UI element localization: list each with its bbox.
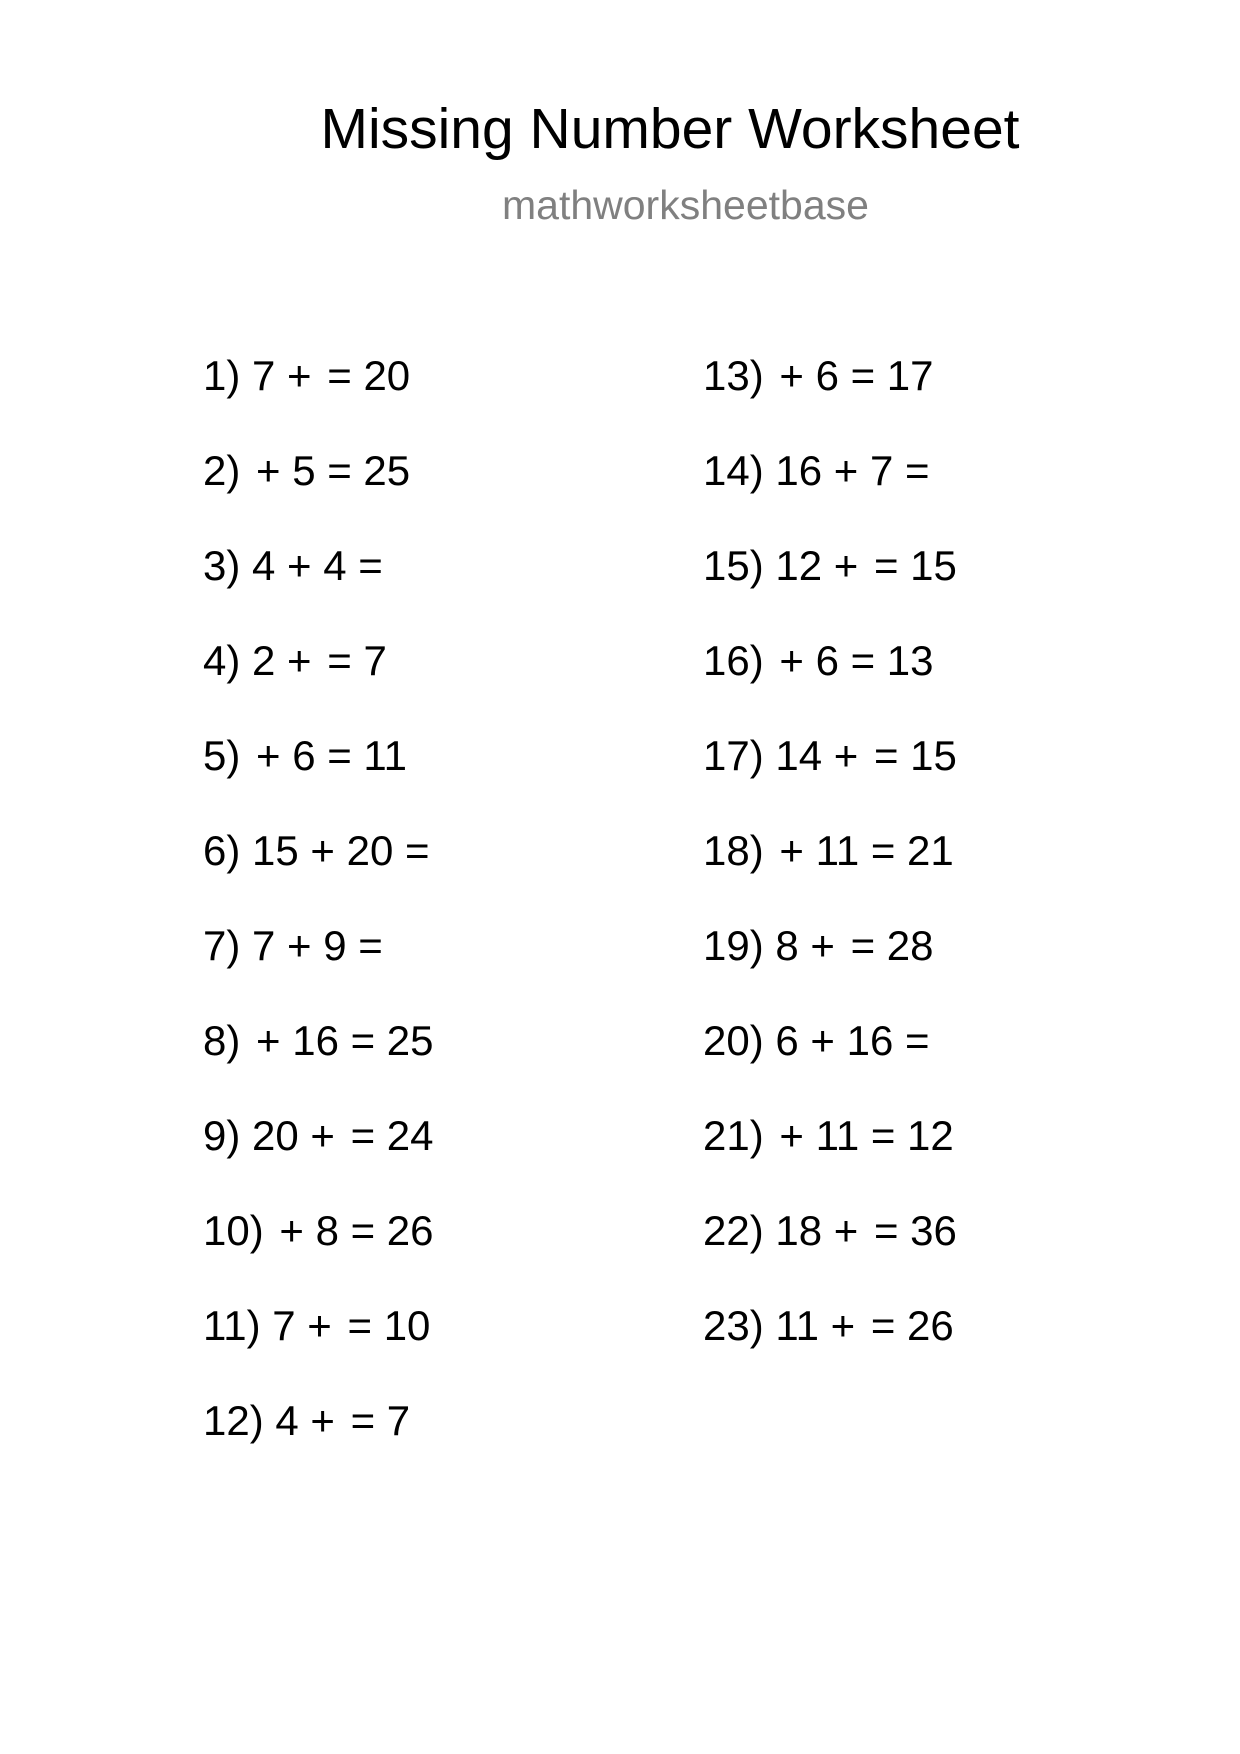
equation-text: = 15 [873, 542, 957, 589]
problem-19 [703, 922, 934, 970]
equation-text: + 6 = 17 [779, 352, 934, 399]
problem-22 [703, 1207, 957, 1255]
equation-text: = 7 [350, 1397, 411, 1444]
equation-text: 18 + [775, 1207, 859, 1254]
equation-text: 2 + [252, 637, 312, 684]
problem-number: 1) [203, 352, 253, 399]
problem-number: 17) [703, 732, 776, 779]
equation-text: 7 + [272, 1302, 332, 1349]
problem-8 [203, 1017, 434, 1065]
equation-text: = 20 [327, 352, 411, 399]
problem-14 [703, 447, 934, 495]
equation-text: = 7 [327, 637, 387, 684]
problem-15 [703, 542, 957, 590]
worksheet-title: Missing Number Worksheet [320, 97, 1020, 161]
equation-text: 8 + [775, 922, 835, 969]
problem-number: 4) [203, 637, 253, 684]
problem-2 [203, 447, 410, 495]
equation-text: 14 + [775, 732, 859, 779]
equation-text: = 10 [347, 1302, 431, 1349]
equation-text: 4 + [275, 1397, 335, 1444]
equation-text: 7 + 9 = [252, 922, 383, 969]
problem-number: 3) [203, 542, 253, 589]
equation-text: + 5 = 25 [256, 447, 411, 494]
problem-number: 6) [203, 827, 253, 874]
equation-text: = 24 [350, 1112, 434, 1159]
problem-number: 19) [703, 922, 776, 969]
problem-number: 2) [203, 447, 253, 494]
equation-text: = 15 [873, 732, 957, 779]
equation-text: 20 + [252, 1112, 335, 1159]
equation-text: 16 + 7 = [775, 447, 930, 494]
equation-text: 4 + 4 = [252, 542, 383, 589]
problem-5 [203, 732, 407, 780]
problem-9 [203, 1112, 434, 1160]
problem-number: 21) [703, 1112, 776, 1159]
problem-number: 7) [203, 922, 253, 969]
equation-text: = 26 [870, 1302, 954, 1349]
problem-number: 20) [703, 1017, 776, 1064]
problem-3 [203, 542, 387, 590]
equation-text: + 8 = 26 [279, 1207, 434, 1254]
worksheet-source: mathworksheetbase [502, 182, 869, 228]
problem-1 [203, 352, 410, 400]
problem-number: 18) [703, 827, 776, 874]
equation-text: + 6 = 13 [779, 637, 934, 684]
problem-20 [703, 1017, 934, 1065]
problem-number: 5) [203, 732, 253, 779]
problem-13 [703, 352, 934, 400]
equation-text: + 11 = 12 [779, 1112, 954, 1159]
problem-number: 10) [203, 1207, 276, 1254]
equation-text: 11 + [775, 1302, 856, 1349]
problem-number: 13) [703, 352, 776, 399]
problem-number: 11) [203, 1302, 273, 1349]
equation-text: + 16 = 25 [256, 1017, 434, 1064]
problem-21 [703, 1112, 954, 1160]
problem-10 [203, 1207, 434, 1255]
equation-text: 7 + [252, 352, 312, 399]
problem-17 [703, 732, 957, 780]
problem-12 [203, 1397, 410, 1445]
equation-text: = 36 [873, 1207, 957, 1254]
problem-18 [703, 827, 954, 875]
equation-text: 12 + [775, 542, 859, 589]
problem-6 [203, 827, 434, 875]
problem-number: 12) [203, 1397, 276, 1444]
equation-text: 15 + 20 = [252, 827, 430, 874]
problem-number: 15) [703, 542, 776, 589]
problem-number: 16) [703, 637, 776, 684]
equation-text: = 28 [850, 922, 934, 969]
equation-text: + 11 = 21 [779, 827, 954, 874]
problem-number: 22) [703, 1207, 776, 1254]
problem-number: 8) [203, 1017, 253, 1064]
equation-text: 6 + 16 = [775, 1017, 930, 1064]
problem-7 [203, 922, 387, 970]
problem-11 [203, 1302, 430, 1350]
problem-16 [703, 637, 934, 685]
problem-number: 23) [703, 1302, 776, 1349]
equation-text: + 6 = 11 [256, 732, 408, 779]
problem-23 [703, 1302, 954, 1350]
problem-number: 14) [703, 447, 776, 494]
problem-number: 9) [203, 1112, 253, 1159]
problem-4 [203, 637, 387, 685]
